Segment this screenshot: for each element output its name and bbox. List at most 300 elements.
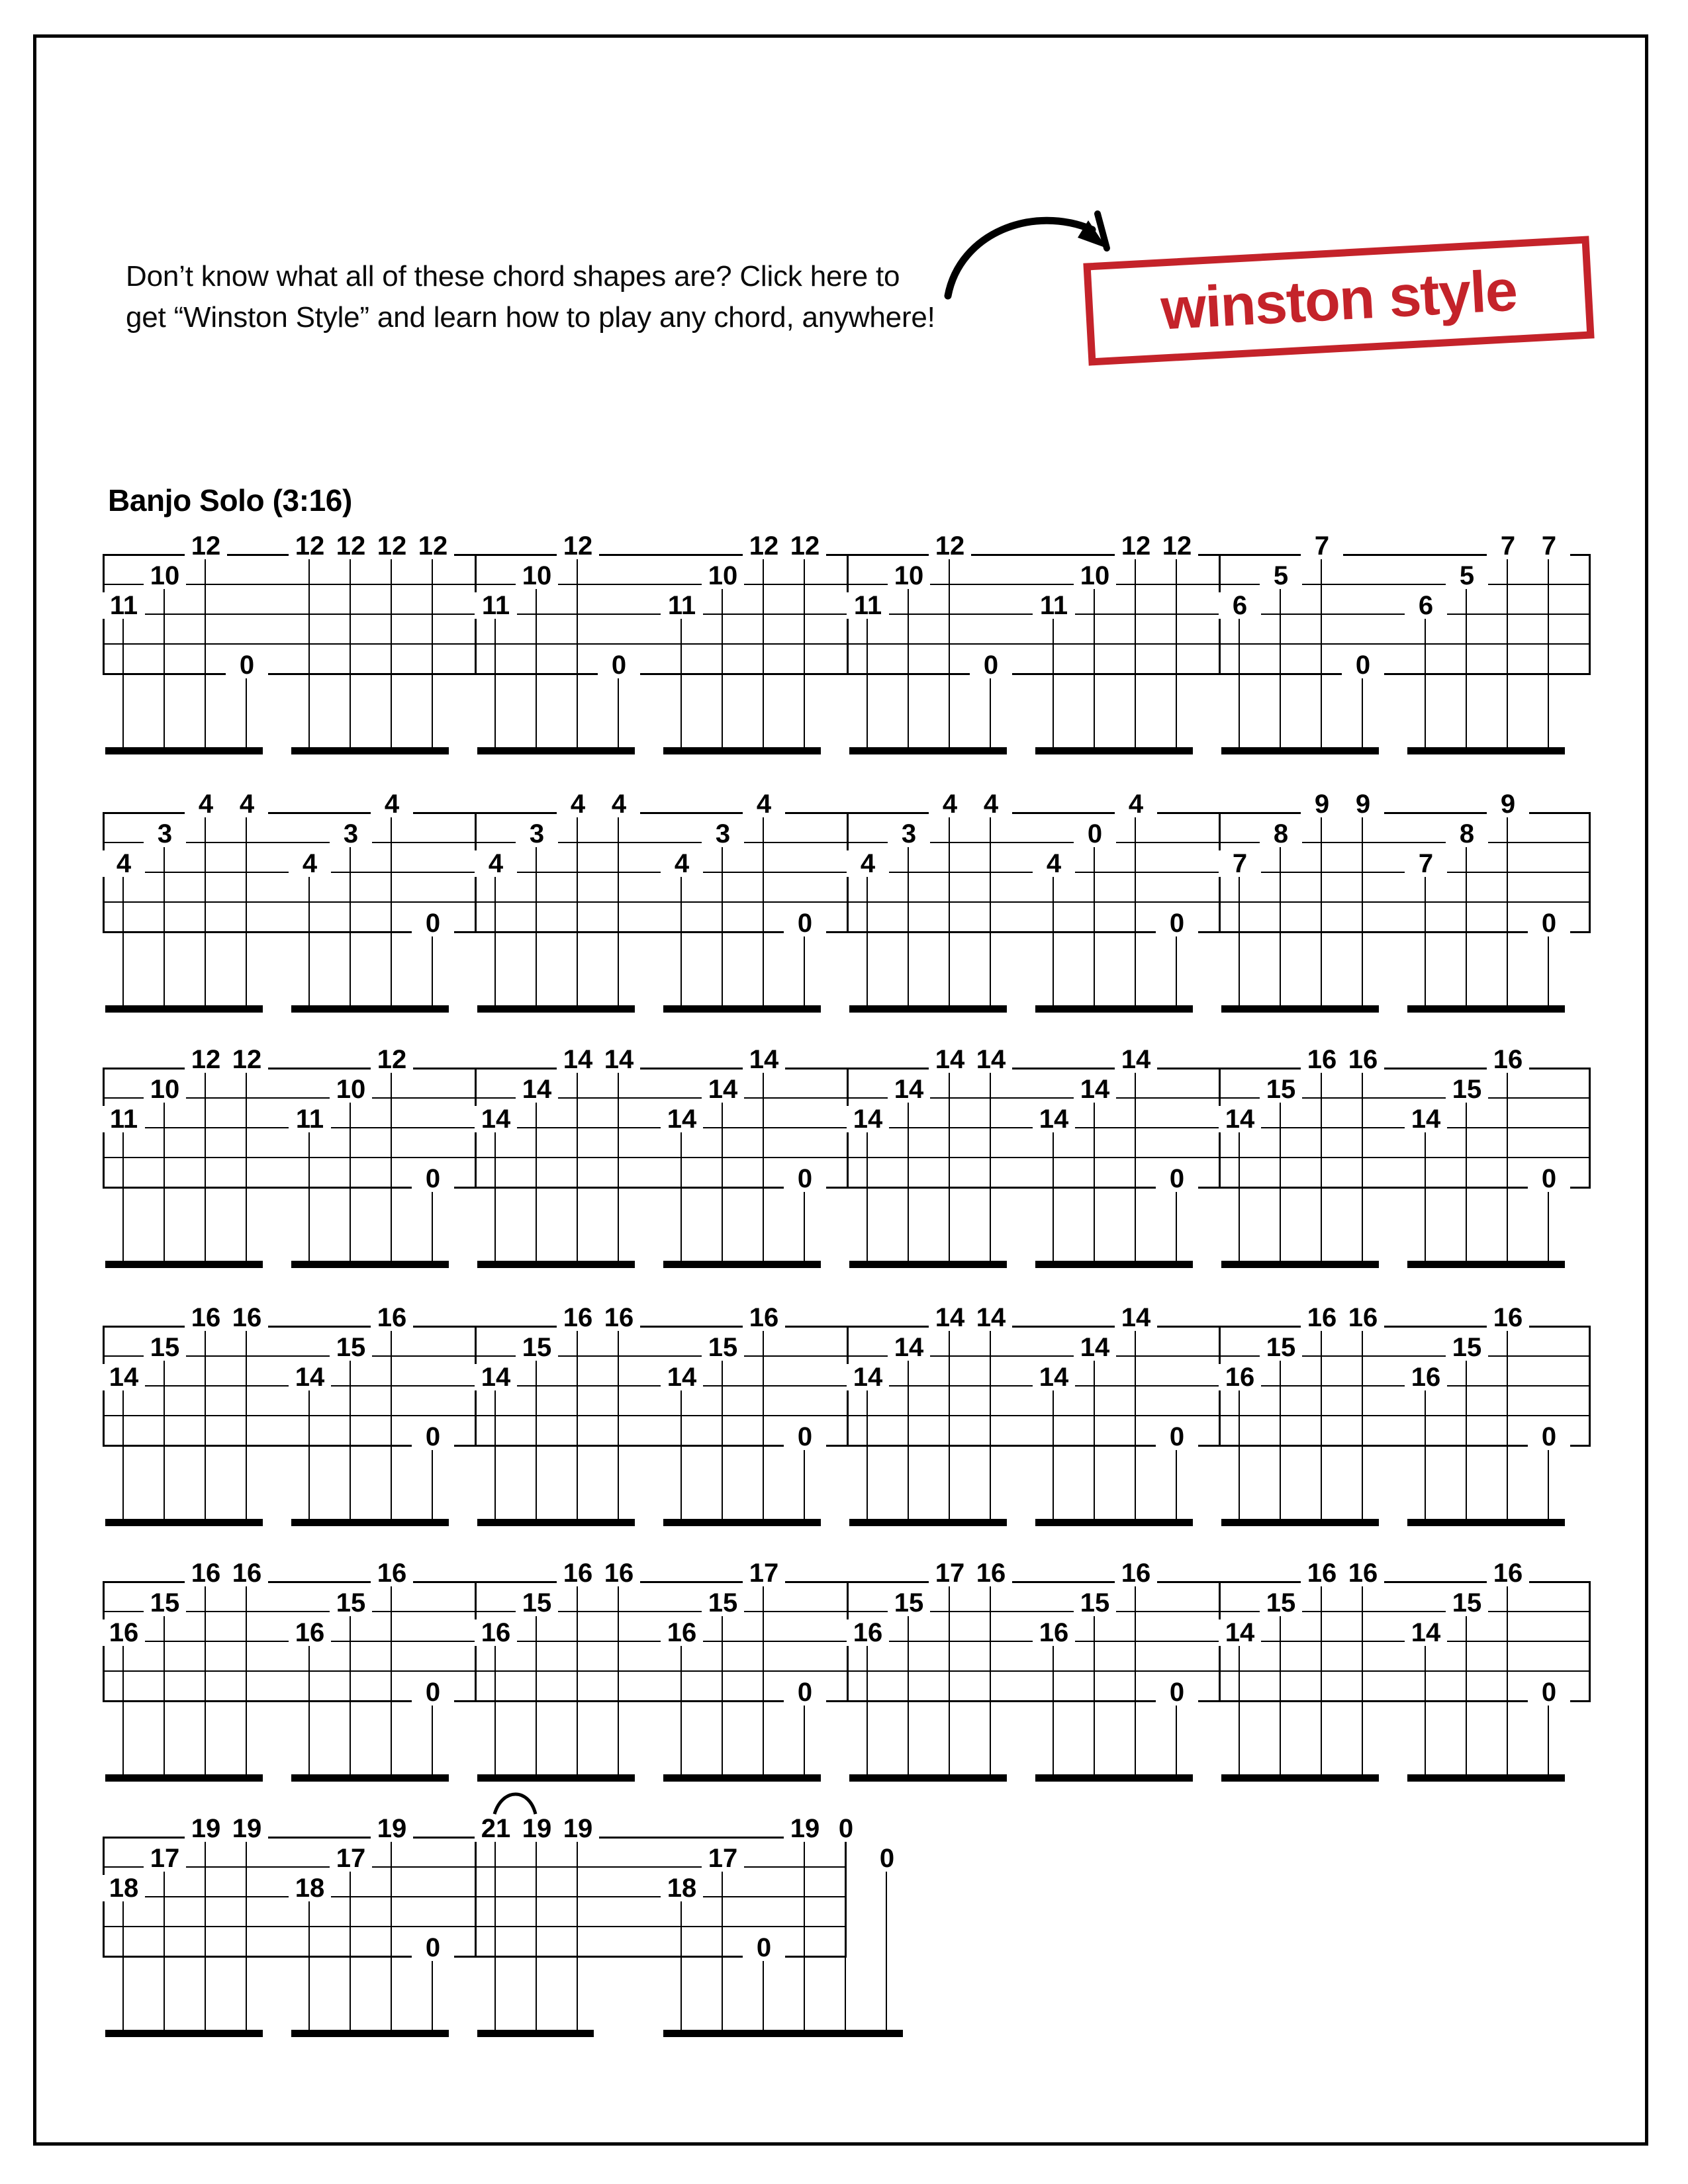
fret-number: 0 — [1528, 1424, 1570, 1450]
fret-number: 14 — [557, 1046, 599, 1073]
note-stem — [1466, 844, 1467, 1005]
fret-number: 6 — [1405, 592, 1447, 619]
beam — [1221, 747, 1379, 754]
beam — [105, 1261, 263, 1268]
fret-number: 21 — [475, 1815, 517, 1842]
note-stem — [680, 874, 682, 1005]
note-stem — [949, 1328, 950, 1519]
fret-number: 16 — [1487, 1046, 1529, 1073]
fret-number: 18 — [661, 1875, 703, 1901]
note-stem — [1507, 1070, 1508, 1261]
fret-number: 0 — [412, 1679, 454, 1706]
fret-number: 17 — [702, 1845, 744, 1872]
fret-number: 12 — [371, 533, 413, 559]
note-stem — [990, 1328, 991, 1519]
note-stem — [1321, 1070, 1322, 1261]
page-sheet — [33, 34, 1648, 2146]
fret-number: 15 — [144, 1590, 186, 1616]
note-stem — [536, 1614, 537, 1774]
note-stem — [1053, 1643, 1054, 1774]
beam — [849, 1005, 1007, 1013]
fret-number: 10 — [516, 563, 558, 589]
fret-number: 4 — [1033, 850, 1075, 877]
note-stem — [1280, 844, 1281, 1005]
note-stem — [1425, 616, 1426, 747]
fret-number: 15 — [1446, 1590, 1488, 1616]
fret-number: 12 — [289, 533, 331, 559]
note-stem — [164, 586, 165, 747]
fret-number: 12 — [412, 533, 454, 559]
note-stem — [164, 844, 165, 1005]
fret-number: 15 — [1260, 1334, 1302, 1361]
fret-number: 4 — [185, 791, 227, 817]
note-stem — [1466, 1358, 1467, 1519]
note-stem — [680, 1643, 682, 1774]
note-stem — [680, 1130, 682, 1261]
tab-system-6 — [103, 1814, 895, 2050]
fret-number: 12 — [330, 533, 372, 559]
fret-number: 0 — [970, 652, 1012, 678]
fret-number: 16 — [743, 1304, 785, 1331]
note-stem — [990, 815, 991, 1005]
fret-number: 16 — [475, 1619, 517, 1646]
note-stem — [763, 1958, 764, 2030]
beam — [849, 747, 1007, 754]
fret-number: 19 — [557, 1815, 599, 1842]
note-stem — [1362, 676, 1363, 747]
note-stem — [577, 815, 578, 1005]
fret-number: 4 — [289, 850, 331, 877]
note-stem — [432, 1189, 433, 1261]
fret-number: 19 — [226, 1815, 268, 1842]
fret-number: 10 — [144, 563, 186, 589]
fret-number: 16 — [289, 1619, 331, 1646]
note-stem — [1425, 1130, 1426, 1261]
fret-number: 12 — [743, 533, 785, 559]
note-stem — [908, 586, 909, 747]
note-stem — [1280, 1614, 1281, 1774]
note-stem — [1053, 1130, 1054, 1261]
note-stem — [618, 1070, 619, 1261]
note-stem — [1094, 1100, 1095, 1261]
slur-arc — [488, 1786, 542, 1817]
fret-number: 14 — [1033, 1364, 1075, 1390]
note-stem — [308, 874, 310, 1005]
note-stem — [763, 815, 764, 1005]
fret-number: 11 — [1033, 592, 1075, 619]
fret-number: 15 — [1260, 1590, 1302, 1616]
note-stem — [1507, 815, 1508, 1005]
beam — [291, 1005, 449, 1013]
note-stem — [246, 1070, 247, 1261]
note-stem — [804, 934, 805, 1005]
fret-number: 16 — [1342, 1560, 1384, 1586]
fret-number: 15 — [702, 1590, 744, 1616]
note-stem — [763, 1584, 764, 1774]
note-stem — [350, 844, 351, 1005]
note-stem — [804, 1703, 805, 1774]
fret-number: 16 — [1115, 1560, 1157, 1586]
tab-system-4 — [103, 1303, 1591, 1539]
beam — [663, 1519, 821, 1526]
beam — [849, 1774, 1007, 1782]
note-stem — [536, 586, 537, 747]
fret-number: 11 — [847, 592, 889, 619]
beam — [291, 1261, 449, 1268]
staff-end-line — [1589, 554, 1591, 675]
note-stem — [680, 1899, 682, 2030]
note-stem — [164, 1614, 165, 1774]
beam — [1221, 1005, 1379, 1013]
promo-banner — [93, 223, 1595, 375]
note-stem — [867, 616, 868, 747]
note-stem — [763, 1328, 764, 1519]
fret-number: 4 — [475, 850, 517, 877]
beam — [663, 2030, 903, 2037]
fret-number: 16 — [661, 1619, 703, 1646]
fret-number: 4 — [929, 791, 971, 817]
fret-number: 9 — [1342, 791, 1384, 817]
note-stem — [722, 586, 723, 747]
barline — [475, 1837, 477, 1958]
note-stem — [1425, 1643, 1426, 1774]
note-stem — [494, 874, 496, 1005]
fret-number: 14 — [475, 1106, 517, 1132]
note-stem — [350, 1100, 351, 1261]
note-stem — [1321, 1328, 1322, 1519]
fret-number: 14 — [1115, 1304, 1157, 1331]
fret-number: 18 — [103, 1875, 145, 1901]
note-stem — [350, 1358, 351, 1519]
note-stem — [122, 1643, 124, 1774]
note-stem — [908, 1614, 909, 1774]
beam — [663, 1774, 821, 1782]
note-stem — [908, 844, 909, 1005]
note-stem — [763, 1070, 764, 1261]
note-stem — [391, 1584, 392, 1774]
beam — [291, 747, 449, 754]
note-stem — [536, 1839, 537, 2030]
note-stem — [1425, 874, 1426, 1005]
fret-number: 15 — [1446, 1334, 1488, 1361]
fret-number: 7 — [1219, 850, 1261, 877]
note-stem — [618, 676, 619, 747]
fret-number: 3 — [144, 821, 186, 847]
beam — [849, 1519, 1007, 1526]
fret-number: 0 — [1528, 1165, 1570, 1192]
winston-style-badge[interactable] — [1083, 236, 1594, 365]
fret-number: 16 — [1487, 1560, 1529, 1586]
fret-number: 16 — [970, 1560, 1012, 1586]
fret-number: 12 — [185, 533, 227, 559]
fret-number: 12 — [929, 533, 971, 559]
fret-number: 16 — [226, 1304, 268, 1331]
note-stem — [494, 1388, 496, 1519]
fret-number: 0 — [412, 1165, 454, 1192]
note-stem — [618, 1584, 619, 1774]
note-stem — [618, 1328, 619, 1519]
note-stem — [1362, 1328, 1363, 1519]
note-stem — [391, 1839, 392, 2030]
fret-number: 4 — [847, 850, 889, 877]
fret-number: 3 — [702, 821, 744, 847]
note-stem — [432, 1958, 433, 2030]
fret-number: 10 — [330, 1076, 372, 1103]
note-stem — [1548, 1189, 1549, 1261]
note-stem — [1362, 815, 1363, 1005]
note-stem — [350, 1614, 351, 1774]
fret-number: 0 — [1528, 910, 1570, 936]
note-stem — [246, 1328, 247, 1519]
fret-number: 4 — [1115, 791, 1157, 817]
beam — [1221, 1774, 1379, 1782]
beam — [1407, 1519, 1565, 1526]
fret-number: 14 — [888, 1076, 930, 1103]
fret-number: 16 — [1405, 1364, 1447, 1390]
beam — [1407, 747, 1565, 754]
note-stem — [990, 1070, 991, 1261]
note-stem — [1053, 616, 1054, 747]
fret-number: 19 — [516, 1815, 558, 1842]
note-stem — [1094, 1614, 1095, 1774]
note-stem — [494, 1130, 496, 1261]
fret-number: 7 — [1405, 850, 1447, 877]
fret-number: 16 — [103, 1619, 145, 1646]
note-stem — [1053, 1388, 1054, 1519]
fret-number: 9 — [1301, 791, 1343, 817]
fret-number: 15 — [1074, 1590, 1116, 1616]
fret-number: 12 — [371, 1046, 413, 1073]
fret-number: 4 — [970, 791, 1012, 817]
fret-number: 16 — [557, 1560, 599, 1586]
fret-number: 17 — [743, 1560, 785, 1586]
fret-number: 4 — [598, 791, 640, 817]
tab-system-2 — [103, 790, 1591, 1025]
fret-number: 12 — [226, 1046, 268, 1073]
fret-number: 3 — [888, 821, 930, 847]
fret-number: 11 — [475, 592, 517, 619]
fret-number: 0 — [1156, 1679, 1198, 1706]
fret-number: 16 — [226, 1560, 268, 1586]
fret-number: 14 — [1219, 1106, 1261, 1132]
fret-number: 3 — [330, 821, 372, 847]
note-stem — [722, 844, 723, 1005]
note-stem — [246, 815, 247, 1005]
note-stem — [308, 1388, 310, 1519]
note-stem — [1321, 557, 1322, 747]
note-stem — [804, 1839, 805, 2030]
fret-number: 15 — [516, 1334, 558, 1361]
fret-number: 11 — [103, 1106, 145, 1132]
note-stem — [122, 1388, 124, 1519]
fret-number: 14 — [475, 1364, 517, 1390]
note-stem — [205, 1070, 206, 1261]
note-stem — [122, 616, 124, 747]
note-stem — [886, 1869, 887, 2030]
fret-number: 18 — [289, 1875, 331, 1901]
note-stem — [577, 557, 578, 747]
beam — [105, 1519, 263, 1526]
fret-number: 12 — [185, 1046, 227, 1073]
note-stem — [246, 676, 247, 747]
fret-number: 19 — [784, 1815, 826, 1842]
beam — [1035, 747, 1193, 754]
fret-number: 14 — [743, 1046, 785, 1073]
fret-number: 0 — [784, 1165, 826, 1192]
fret-number: 14 — [661, 1364, 703, 1390]
note-stem — [246, 1584, 247, 1774]
note-stem — [432, 1703, 433, 1774]
note-stem — [536, 1358, 537, 1519]
fret-number: 0 — [825, 1815, 867, 1842]
note-stem — [867, 1643, 868, 1774]
note-stem — [432, 934, 433, 1005]
beam — [1221, 1519, 1379, 1526]
fret-number: 0 — [743, 1934, 785, 1961]
note-stem — [577, 1584, 578, 1774]
note-stem — [122, 874, 124, 1005]
note-stem — [1321, 1584, 1322, 1774]
note-stem — [205, 1328, 206, 1519]
fret-number: 16 — [371, 1304, 413, 1331]
promo-text — [126, 256, 1066, 339]
fret-number: 19 — [185, 1815, 227, 1842]
beam — [105, 1774, 263, 1782]
winston-style-badge-label: winston style — [1159, 256, 1519, 341]
beam — [663, 1005, 821, 1013]
fret-number: 0 — [1074, 821, 1116, 847]
note-stem — [990, 676, 991, 747]
note-stem — [1466, 586, 1467, 747]
beam — [105, 2030, 263, 2037]
note-stem — [1507, 1584, 1508, 1774]
beam — [1035, 1774, 1193, 1782]
fret-number: 0 — [1528, 1679, 1570, 1706]
fret-number: 15 — [330, 1334, 372, 1361]
fret-number: 16 — [598, 1304, 640, 1331]
fret-number: 12 — [557, 533, 599, 559]
fret-number: 4 — [557, 791, 599, 817]
fret-number: 16 — [598, 1560, 640, 1586]
fret-number: 7 — [1301, 533, 1343, 559]
note-stem — [1362, 1584, 1363, 1774]
fret-number: 14 — [1405, 1619, 1447, 1646]
fret-number: 0 — [1156, 910, 1198, 936]
fret-number: 14 — [970, 1046, 1012, 1073]
note-stem — [308, 557, 310, 747]
note-stem — [680, 616, 682, 747]
note-stem — [536, 844, 537, 1005]
note-stem — [867, 1130, 868, 1261]
note-stem — [350, 1869, 351, 2030]
beam — [477, 747, 635, 754]
staff-end-line — [1589, 1068, 1591, 1189]
note-stem — [990, 1584, 991, 1774]
fret-number: 11 — [103, 592, 145, 619]
note-stem — [1425, 1388, 1426, 1519]
fret-number: 15 — [1260, 1076, 1302, 1103]
fret-number: 5 — [1446, 563, 1488, 589]
note-stem — [1280, 1358, 1281, 1519]
beam — [105, 1005, 263, 1013]
note-stem — [804, 557, 805, 747]
tab-system-1 — [103, 531, 1591, 767]
note-stem — [1135, 815, 1136, 1005]
note-stem — [804, 1189, 805, 1261]
beam — [1035, 1005, 1193, 1013]
note-stem — [1548, 1703, 1549, 1774]
note-stem — [1135, 557, 1136, 747]
beam — [477, 2030, 594, 2037]
staff-end-line — [1589, 812, 1591, 933]
fret-number: 16 — [1342, 1304, 1384, 1331]
fret-number: 10 — [144, 1076, 186, 1103]
fret-number: 0 — [412, 1934, 454, 1961]
note-stem — [494, 616, 496, 747]
fret-number: 16 — [1301, 1560, 1343, 1586]
note-stem — [1362, 1070, 1363, 1261]
fret-number: 14 — [1405, 1106, 1447, 1132]
beam — [477, 1261, 635, 1268]
fret-number: 10 — [888, 563, 930, 589]
fret-number: 4 — [226, 791, 268, 817]
note-stem — [1094, 586, 1095, 747]
note-stem — [1094, 844, 1095, 1005]
fret-number: 17 — [929, 1560, 971, 1586]
fret-number: 16 — [371, 1560, 413, 1586]
note-stem — [763, 557, 764, 747]
note-stem — [1239, 1388, 1240, 1519]
note-stem — [205, 1584, 206, 1774]
note-stem — [949, 1070, 950, 1261]
note-stem — [1239, 1643, 1240, 1774]
beam — [477, 1774, 635, 1782]
fret-number: 8 — [1446, 821, 1488, 847]
fret-number: 10 — [702, 563, 744, 589]
note-stem — [867, 1388, 868, 1519]
promo-line-1: Don’t know what all of these chord shapes are? Click here to — [126, 260, 900, 293]
fret-number: 7 — [1528, 533, 1570, 559]
note-stem — [949, 557, 950, 747]
fret-number: 16 — [1301, 1304, 1343, 1331]
fret-number: 0 — [1342, 652, 1384, 678]
fret-number: 16 — [1219, 1364, 1261, 1390]
note-stem — [164, 1358, 165, 1519]
fret-number: 0 — [784, 1679, 826, 1706]
note-stem — [1053, 874, 1054, 1005]
fret-number: 14 — [1033, 1106, 1075, 1132]
beam — [663, 1261, 821, 1268]
fret-number: 16 — [1342, 1046, 1384, 1073]
note-stem — [949, 1584, 950, 1774]
tab-system-3 — [103, 1045, 1591, 1281]
note-stem — [391, 1328, 392, 1519]
note-stem — [1239, 616, 1240, 747]
note-stem — [1239, 1130, 1240, 1261]
fret-number: 0 — [412, 1424, 454, 1450]
note-stem — [246, 1839, 247, 2030]
note-stem — [205, 557, 206, 747]
fret-number: 14 — [702, 1076, 744, 1103]
fret-number: 16 — [1301, 1046, 1343, 1073]
note-stem — [536, 1100, 537, 1261]
fret-number: 11 — [289, 1106, 331, 1132]
note-stem — [1176, 934, 1177, 1005]
fret-number: 12 — [1115, 533, 1157, 559]
note-stem — [1135, 1070, 1136, 1261]
note-stem — [432, 1447, 433, 1519]
beam — [663, 747, 821, 754]
